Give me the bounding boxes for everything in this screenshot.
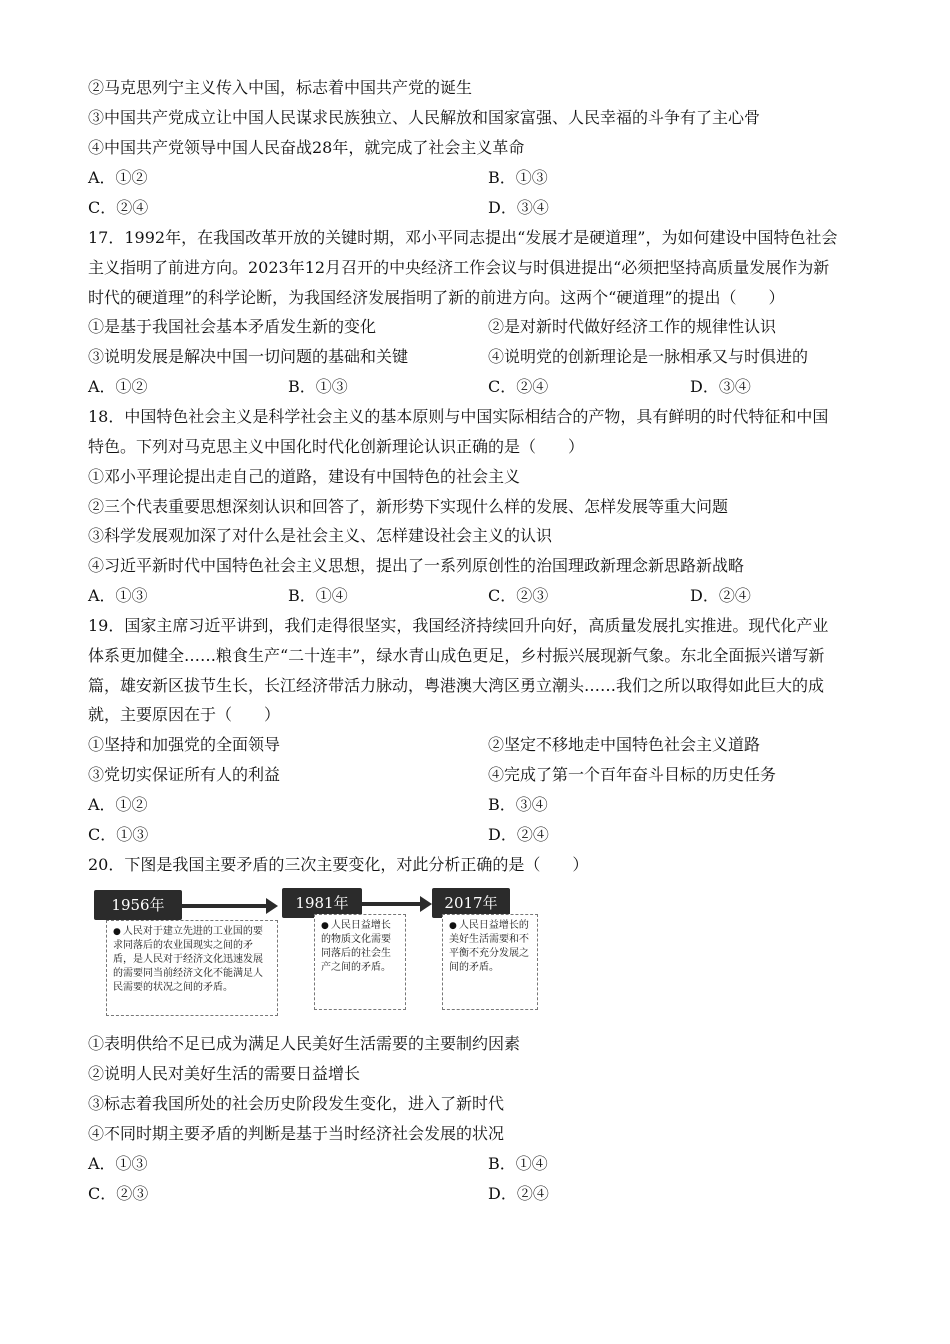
q18-option-3: ③科学发展观加深了对什么是社会主义、怎样建设社会主义的认识 (88, 526, 553, 545)
bullet-icon: ● (321, 921, 329, 931)
contradiction-note-1981 (314, 914, 406, 1010)
q18-stem-line1: 18．中国特色社会主义是科学社会主义的基本原则与中国实际相结合的产物，具有鲜明的时代特征和中国 (88, 407, 829, 426)
q16-choice-b: B．①③ (488, 168, 548, 187)
contradiction-note-1956 (106, 920, 278, 1016)
q19-stem-line4: 就，主要原因在于（ ） (88, 705, 281, 724)
q18-choice-d: D．②④ (690, 586, 751, 605)
q17-option-4: ④说明党的创新理论是一脉相承又与时俱进的 (488, 347, 809, 366)
note-text-1981: 人民日益增长的物质文化需要同落后的社会生产之间的矛盾。 (321, 920, 391, 973)
q18-choice-a: A．①③ (88, 586, 148, 605)
q16-choice-d: D．③④ (488, 198, 549, 217)
arrow-2 (362, 902, 422, 906)
q20-option-2: ②说明人民对美好生活的需要日益增长 (88, 1064, 361, 1083)
note-text-1956: 人民对于建立先进的工业国的要求同落后的农业国现实之间的矛盾，是人民对于经济文化迅速发展的需要同当前经济文化不能满足人民需要的状况之间的矛盾。 (113, 926, 263, 993)
q20-option-4: ④不同时期主要矛盾的判断是基于当时经济社会发展的状况 (88, 1124, 505, 1143)
q20-choice-b: B．①④ (488, 1154, 548, 1173)
q18-option-2: ②三个代表重要思想深刻认识和回答了，新形势下实现什么样的发展、怎样发展等重大问题 (88, 497, 729, 516)
q16-choice-a: A．①② (88, 168, 148, 187)
note-text-2017: 人民日益增长的美好生活需要和不平衡不充分发展之间的矛盾。 (449, 920, 529, 973)
arrow-1 (182, 904, 268, 908)
contradiction-timeline-diagram (92, 884, 542, 1019)
q19-stem-line1: 19．国家主席习近平讲到，我们走得很坚实，我国经济持续回升向好，高质量发展扎实推进。现代化产业 (88, 616, 829, 635)
q18-option-4: ④习近平新时代中国特色社会主义思想，提出了一系列原创性的治国理政新理念新思路新战略 (88, 556, 745, 575)
q17-choice-c: C．②④ (488, 377, 549, 396)
q17-choice-a: A．①② (88, 377, 148, 396)
q17-choice-b: B．①③ (288, 377, 348, 396)
q17-choice-d: D．③④ (690, 377, 751, 396)
q18-choice-b: B．①④ (288, 586, 348, 605)
q18-option-1: ①邓小平理论提出走自己的道路，建设有中国特色的社会主义 (88, 467, 521, 486)
q20-stem-line1: 20．下图是我国主要矛盾的三次主要变化，对此分析正确的是（ ） (88, 855, 589, 874)
q17-option-3: ③说明发展是解决中国一切问题的基础和关键 (88, 347, 409, 366)
q19-choice-d: D．②④ (488, 825, 549, 844)
q17-option-1: ①是基于我国社会基本矛盾发生新的变化 (88, 317, 377, 336)
q19-option-3: ③党切实保证所有人的利益 (88, 765, 281, 784)
q16-option-4: ④中国共产党领导中国人民奋战28年，就完成了社会主义革命 (88, 138, 525, 157)
q20-option-1: ①表明供给不足已成为满足人民美好生活需要的主要制约因素 (88, 1034, 521, 1053)
year-label-1981: 1981年 (282, 888, 362, 918)
q18-stem-line2: 特色。下列对马克思主义中国化时代化创新理论认识正确的是（ ） (88, 437, 585, 456)
q18-choice-c: C．②③ (488, 586, 549, 605)
contradiction-note-2017 (442, 914, 538, 1010)
q19-choice-c: C．①③ (88, 825, 149, 844)
q17-option-2: ②是对新时代做好经济工作的规律性认识 (488, 317, 777, 336)
q19-choice-a: A．①② (88, 795, 148, 814)
q19-option-2: ②坚定不移地走中国特色社会主义道路 (488, 735, 761, 754)
q17-stem-line1: 17．1992年，在我国改革开放的关键时期，邓小平同志提出“发展才是硬道理”，为如何建设中国特色社会 (88, 228, 838, 247)
bullet-icon: ● (449, 921, 457, 931)
q20-choice-c: C．②③ (88, 1184, 149, 1203)
q16-option-2: ②马克思列宁主义传入中国，标志着中国共产党的诞生 (88, 78, 473, 97)
q20-choice-d: D．②④ (488, 1184, 549, 1203)
q17-stem-line3: 时代的硬道理”的科学论断，为我国经济发展指明了新的前进方向。这两个“硬道理”的提出（ ） (88, 288, 785, 307)
q19-choice-b: B．③④ (488, 795, 548, 814)
q17-stem-line2: 主义指明了前进方向。2023年12月召开的中央经济工作会议与时俱进提出“必须把坚持高质量发展作为新 (88, 258, 830, 277)
q20-option-3: ③标志着我国所处的社会历史阶段发生变化，进入了新时代 (88, 1094, 505, 1113)
arrowhead-2 (420, 896, 432, 912)
q19-stem-line2: 体系更加健全……粮食生产“二十连丰”，绿水青山成色更足，乡村振兴展现新气象。东北全面振兴谱写新 (88, 646, 825, 665)
year-label-2017: 2017年 (432, 888, 510, 918)
year-label-1956: 1956年 (94, 890, 182, 920)
q19-option-4: ④完成了第一个百年奋斗目标的历史任务 (488, 765, 777, 784)
q19-option-1: ①坚持和加强党的全面领导 (88, 735, 281, 754)
q20-choice-a: A．①③ (88, 1154, 148, 1173)
bullet-icon: ● (113, 927, 121, 937)
q16-option-3: ③中国共产党成立让中国人民谋求民族独立、人民解放和国家富强、人民幸福的斗争有了主心骨 (88, 108, 761, 127)
q16-choice-c: C．②④ (88, 198, 149, 217)
q19-stem-line3: 篇，雄安新区拔节生长，长江经济带活力脉动，粤港澳大湾区勇立潮头……我们之所以取得如此巨大的成 (88, 676, 825, 695)
arrowhead-1 (266, 898, 278, 914)
